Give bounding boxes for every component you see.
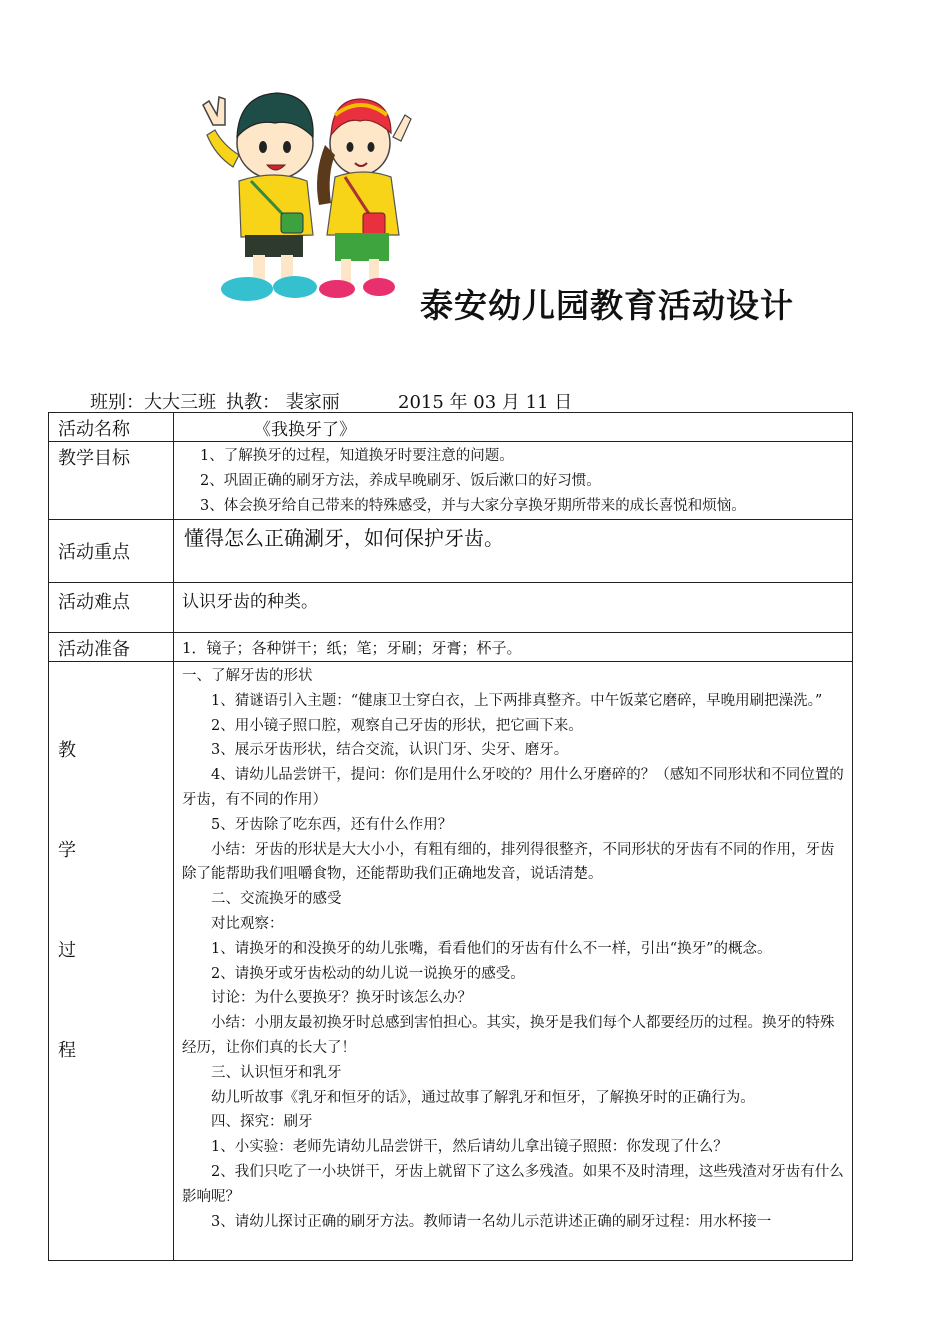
process-paragraph: 1、小实验：老师先请幼儿品尝饼干，然后请幼儿拿出镜子照照：你发现了什么？ — [211, 1139, 728, 1156]
page-title: 泰安幼儿园教育活动设计 — [420, 286, 794, 325]
process-label-char: 程 — [58, 1040, 76, 1061]
teaching-process-label — [49, 662, 174, 1261]
teacher-info: 执教： 裴家丽 — [226, 392, 340, 413]
row-activity-preparation — [49, 633, 853, 662]
process-label-char: 过 — [58, 940, 76, 961]
goal-item: 3、体会换牙给自己带来的特殊感受，并与大家分享换牙期所带来的成长喜悦和烦恼。 — [200, 498, 746, 514]
process-paragraph: 4、请幼儿品尝饼干，提问：你们是用什么牙咬的？用什么牙磨碎的？（感知不同形状和不同位置的牙齿，有不同的作用） — [182, 767, 844, 808]
process-paragraph: 3、请幼儿探讨正确的刷牙方法。教师请一名幼儿示范讲述正确的刷牙过程：用水杯接一 — [211, 1213, 772, 1230]
process-label-char: 学 — [58, 840, 76, 861]
activity-name-label: 活动名称 — [49, 413, 174, 442]
goal-item: 1、了解换牙的过程，知道换牙时要注意的问题。 — [200, 448, 514, 464]
activity-focus-label: 活动重点 — [49, 520, 174, 583]
process-paragraph: 2、请换牙或牙齿松动的幼儿说一说换牙的感受。 — [211, 965, 525, 982]
goal-item: 2、巩固正确的刷牙方法，养成早晚刷牙、饭后漱口的好习惯。 — [200, 473, 601, 489]
process-paragraph: 2、用小镜子照口腔，观察自己牙齿的形状，把它画下来。 — [211, 717, 583, 734]
process-heading: 一、了解牙齿的形状 — [182, 668, 313, 684]
process-paragraph: 1、猜谜语引入主题：“健康卫士穿白衣，上下两排真整齐。中午饭菜它磨碎，早晚用刷把澡洗。” — [211, 692, 823, 709]
activity-preparation-label: 活动准备 — [49, 633, 174, 662]
row-teaching-process — [49, 662, 853, 1261]
row-activity-focus — [49, 520, 853, 583]
activity-difficulty-label: 活动难点 — [49, 583, 174, 633]
process-paragraph: 小结：小朋友最初换牙时总感到害怕担心。其实，换牙是我们每个人都要经历的过程。换牙的特殊经历，让你们真的长大了！ — [182, 1015, 835, 1056]
process-paragraph: 1、请换牙的和没换牙的幼儿张嘴，看看他们的牙齿有什么不一样，引出“换牙”的概念。 — [211, 940, 772, 957]
activity-meta — [90, 388, 572, 414]
process-paragraph: 讨论：为什么要换牙？换牙时该怎么办？ — [211, 990, 472, 1007]
teaching-process-content — [174, 662, 853, 1261]
process-paragraph: 3、展示牙齿形状，结合交流，认识门牙、尖牙、磨牙。 — [211, 742, 569, 759]
teaching-goals-label: 教学目标 — [49, 442, 174, 520]
process-paragraph: 对比观察： — [211, 915, 284, 932]
process-paragraph: 幼儿听故事《乳牙和恒牙的话》，通过故事了解乳牙和恒牙，了解换牙时的正确行为。 — [211, 1089, 755, 1106]
process-paragraph: 小结：牙齿的形状是大大小小，有粗有细的，排列得很整齐，不同形状的牙齿有不同的作用，牙齿除了能帮助我们咀嚼食物，还能帮助我们正确地发音，说话清楚。 — [182, 841, 835, 883]
row-teaching-goals — [49, 442, 853, 520]
children-illustration — [195, 85, 415, 315]
lesson-plan-table — [48, 412, 853, 1261]
activity-difficulty-value: 认识牙齿的种类。 — [174, 583, 853, 633]
activity-preparation-value: 1．镜子；各种饼干；纸；笔；牙刷；牙膏；杯子。 — [174, 633, 853, 662]
boy-figure — [203, 93, 317, 301]
process-heading: 四、探究：刷牙 — [211, 1114, 313, 1131]
row-activity-name — [49, 413, 853, 442]
teaching-goals-list — [174, 442, 853, 520]
activity-name-value: 《我换牙了》 — [174, 413, 853, 442]
girl-figure — [317, 99, 411, 298]
class-info: 班别：大大三班 — [90, 392, 216, 413]
process-paragraph: 5、牙齿除了吃东西，还有什么作用？ — [211, 816, 453, 833]
activity-focus-value: 懂得怎么正确涮牙，如何保护牙齿。 — [174, 520, 853, 583]
process-paragraph: 2、我们只吃了一小块饼干，牙齿上就留下了这么多残渣。如果不及时清理，这些残渣对牙齿有什么影响呢？ — [182, 1163, 844, 1205]
date-info: 2015 年 03 月 11 日 — [398, 392, 573, 413]
process-heading: 三、认识恒牙和乳牙 — [211, 1064, 342, 1081]
process-heading: 二、交流换牙的感受 — [211, 891, 342, 908]
row-activity-difficulty — [49, 583, 853, 633]
process-label-char: 教 — [58, 740, 76, 761]
